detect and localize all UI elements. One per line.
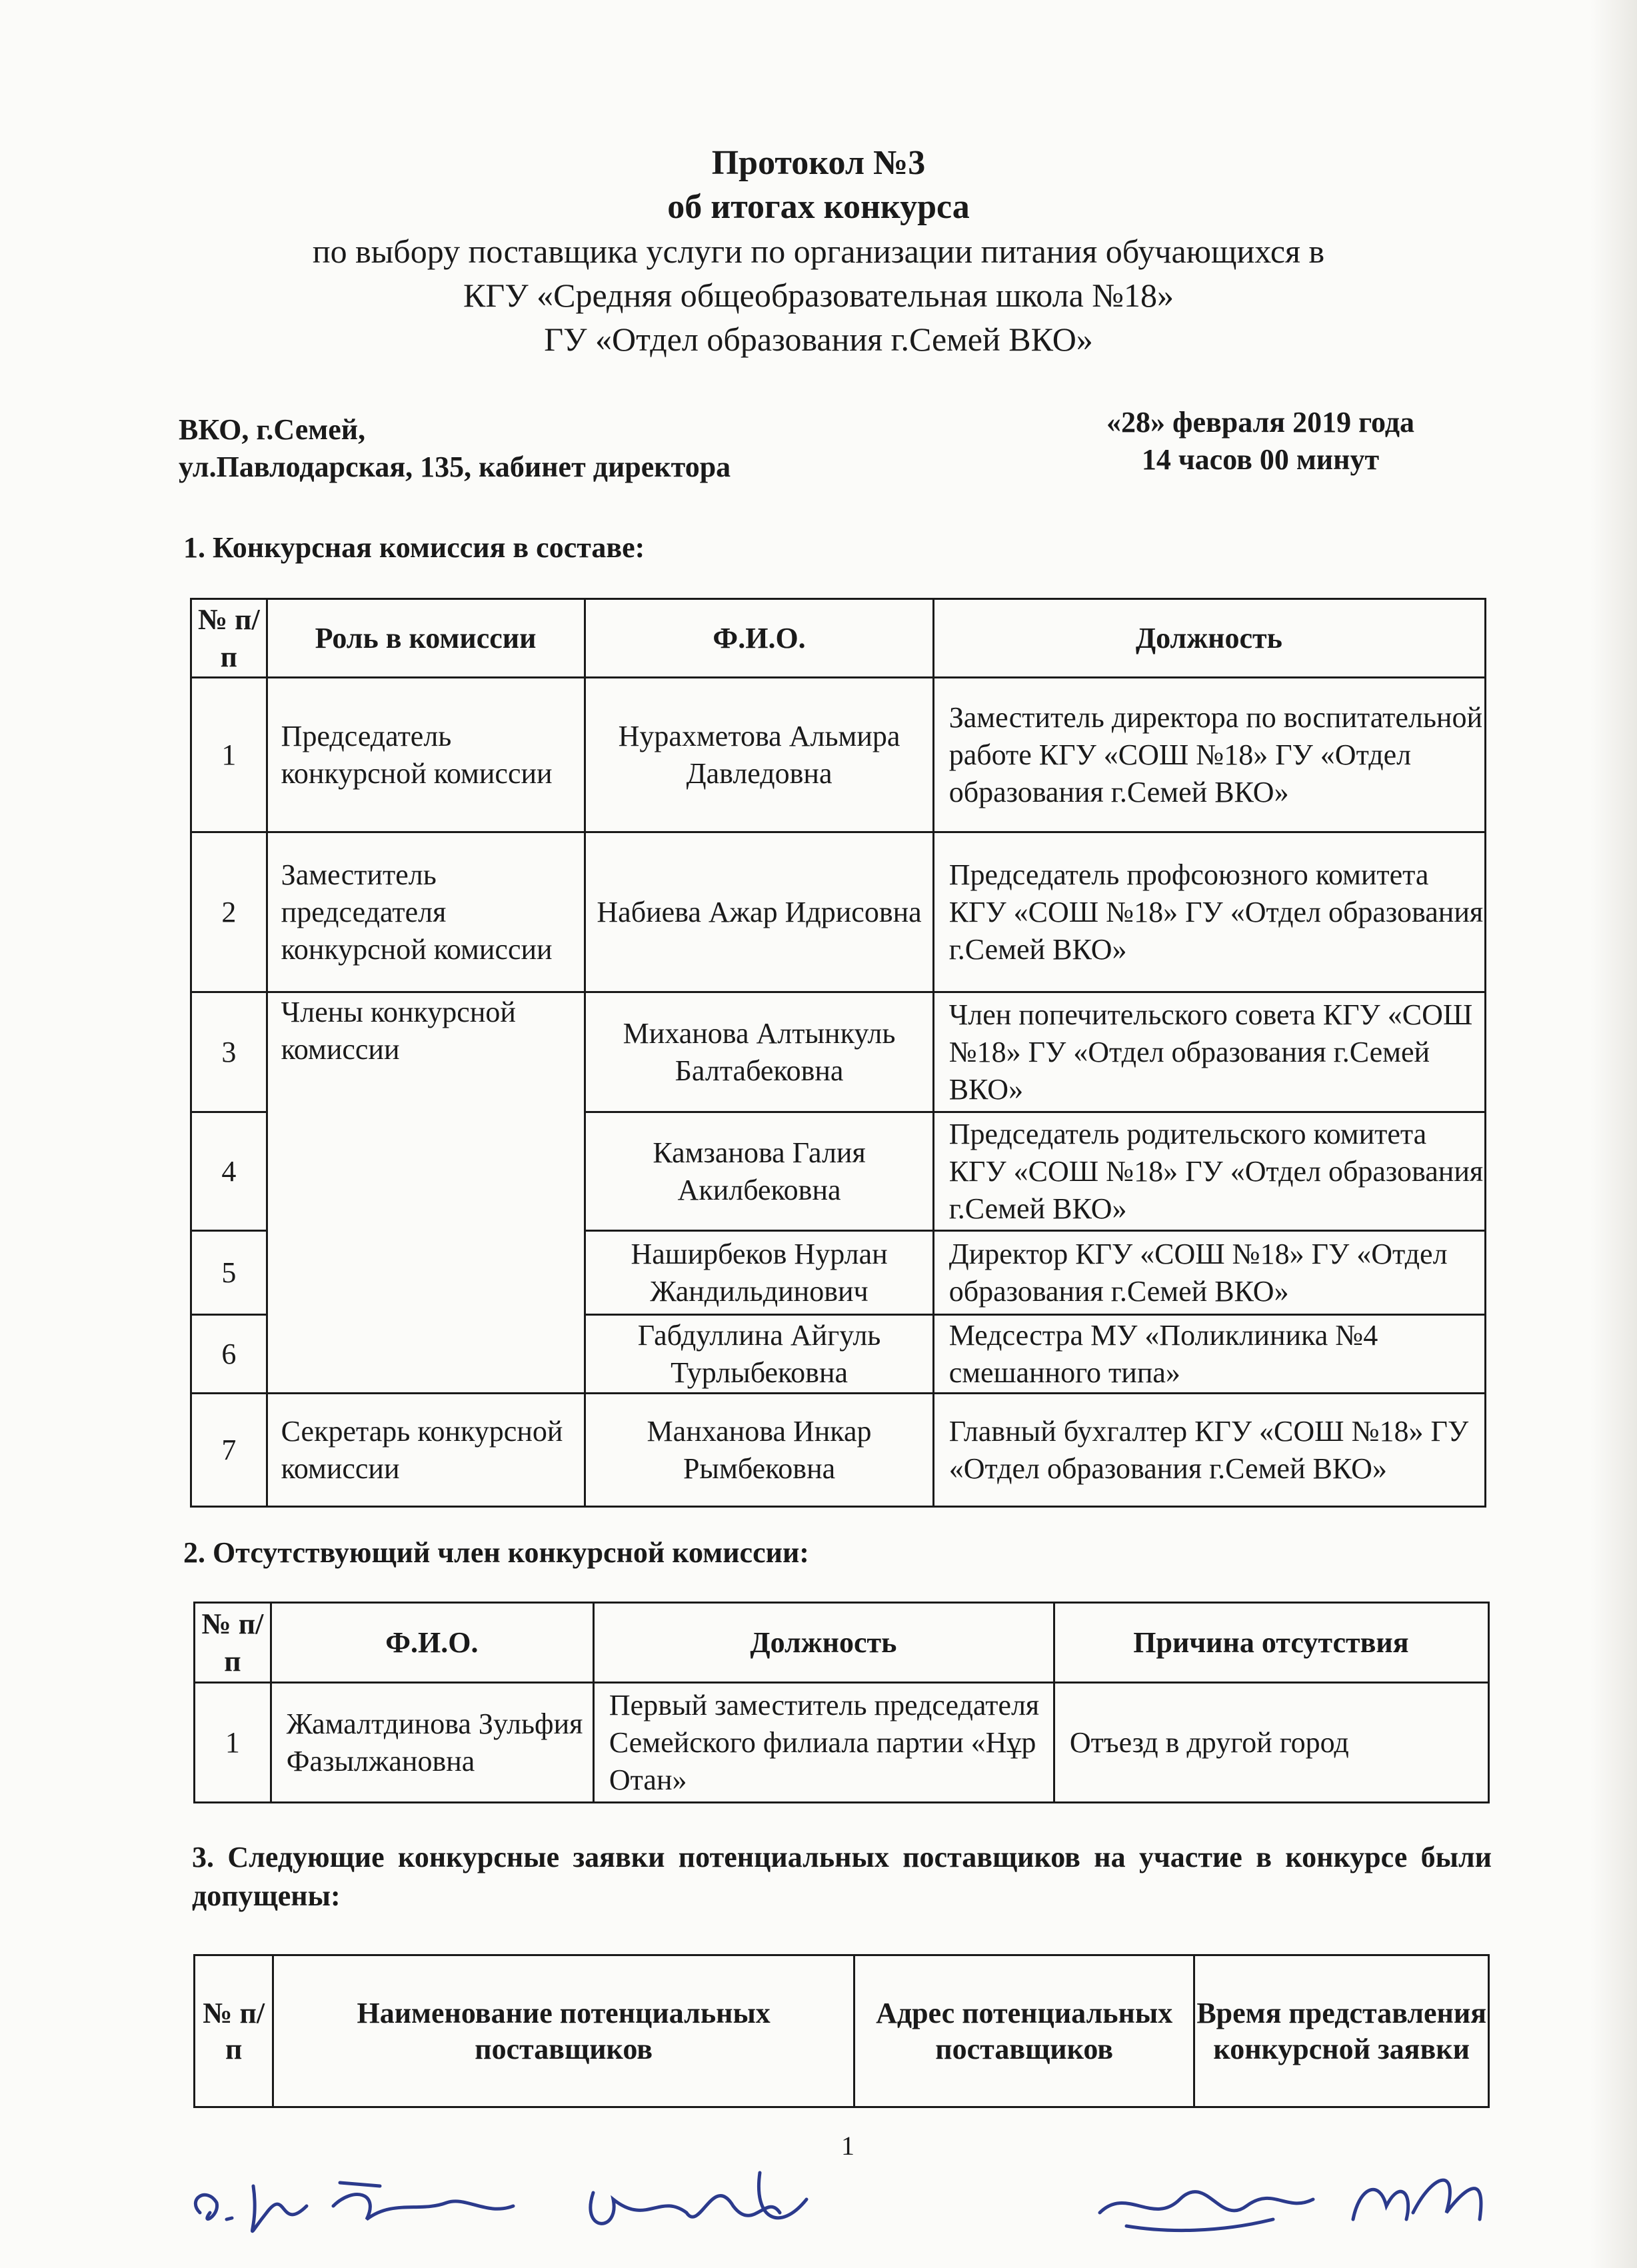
row-position: Главный бухгалтер КГУ «СОШ №18» ГУ «Отдел образования г.Семей ВКО» (933, 1394, 1485, 1507)
page-number: 1 (841, 2131, 854, 2161)
row-position: Директор КГУ «СОШ №18» ГУ «Отдел образования г.Семей ВКО» (933, 1231, 1485, 1315)
meeting-date: «28» февраля 2019 года (1106, 406, 1414, 439)
admitted-applications-table (193, 1954, 1490, 2108)
meeting-datetime (1106, 404, 1414, 479)
row-position: Председатель родительского комитета КГУ «СОШ №18» ГУ «Отдел образования г.Семей ВКО» (933, 1112, 1485, 1231)
table-row (191, 992, 1486, 1112)
commission-table (190, 598, 1486, 1508)
row-num: 1 (191, 678, 267, 832)
signature-4 (1100, 2192, 1313, 2231)
meeting-place (179, 411, 731, 486)
table-header-row (195, 1955, 1489, 2107)
signature-5 (1353, 2180, 1481, 2219)
table-row (195, 1683, 1489, 1803)
title-line-3: по выбору поставщика услуги по организации питания обучающихся в (312, 233, 1325, 270)
row-num: 2 (191, 832, 267, 992)
header-num: № п/п (195, 1955, 273, 2107)
title-line-1: Протокол №3 (711, 144, 926, 182)
table-header-row (195, 1603, 1489, 1683)
header-supplier-address: Адрес потенциальных поставщиков (854, 1955, 1194, 2107)
absent-member-table (193, 1602, 1490, 1803)
header-num: № п/п (195, 1603, 271, 1683)
title-line-4: КГУ «Средняя общеобразовательная школа №18» (463, 277, 1174, 314)
title-line-2: об итогах конкурса (667, 188, 970, 226)
table-row (191, 678, 1486, 832)
meeting-time: 14 часов 00 минут (1141, 443, 1380, 476)
table-row (191, 1394, 1486, 1507)
row-fio: Наширбеков Нурлан Жандильдинович (585, 1231, 933, 1315)
header-position: Должность (593, 1603, 1054, 1683)
row-fio: Набиева Ажар Идрисовна (585, 832, 933, 992)
row-reason: Отъезд в другой город (1054, 1683, 1488, 1803)
signatures-image (180, 2133, 1513, 2266)
header-supplier-name: Наименование потенциальных поставщиков (273, 1955, 854, 2107)
header-num: № п/п (191, 599, 267, 678)
signature-3 (591, 2173, 807, 2223)
place-line-2: ул.Павлодарская, 135, кабинет директора (179, 451, 731, 483)
header-position: Должность (933, 599, 1485, 678)
section-2-heading: 2. Отсутствующий член конкурсной комиссии: (183, 1536, 809, 1569)
title-line-5: ГУ «Отдел образования г.Семей ВКО» (544, 321, 1093, 358)
header-fio: Ф.И.О. (585, 599, 933, 678)
document-title (0, 141, 1637, 361)
row-position: Член попечительского совета КГУ «СОШ №18» ГУ «Отдел образования г.Семей ВКО» (933, 992, 1485, 1112)
table-row (191, 832, 1486, 992)
place-line-1: ВКО, г.Семей, (179, 413, 366, 446)
table-header-row (191, 599, 1486, 678)
row-position: Первый заместитель председателя Семейского филиала партии «Нұр Отан» (593, 1683, 1054, 1803)
row-role: Заместитель председателя конкурсной комиссии (267, 832, 585, 992)
row-fio: Нурахметова Альмира Давледовна (585, 678, 933, 832)
section-3-heading: 3. Следующие конкурсные заявки потенциальных поставщиков на участие в конкурсе были допущены: (192, 1841, 1492, 1912)
row-num: 1 (195, 1683, 271, 1803)
signature-1 (195, 2186, 307, 2231)
row-num: 6 (191, 1315, 267, 1394)
row-fio: Камзанова Галия Акилбековна (585, 1112, 933, 1231)
row-num: 4 (191, 1112, 267, 1231)
row-fio: Габдуллина Айгуль Турлыбековна (585, 1315, 933, 1394)
row-position: Председатель профсоюзного комитета КГУ «СОШ №18» ГУ «Отдел образования г.Семей ВКО» (933, 832, 1485, 992)
row-position: Медсестра МУ «Поликлиника №4 смешанного типа» (933, 1315, 1485, 1394)
row-num: 5 (191, 1231, 267, 1315)
row-fio: Манханова Инкар Рымбековна (585, 1394, 933, 1507)
row-role-members: Члены конкурсной комиссии (267, 992, 585, 1394)
header-fio: Ф.И.О. (271, 1603, 593, 1683)
row-fio: Миханова Алтынкуль Балтабековна (585, 992, 933, 1112)
signature-2 (333, 2183, 513, 2219)
row-position: Заместитель директора по воспитательной работе КГУ «СОШ №18» ГУ «Отдел образования г.Семей ВКО» (933, 678, 1485, 832)
row-role: Секретарь конкурсной комиссии (267, 1394, 585, 1507)
header-role: Роль в комиссии (267, 599, 585, 678)
row-num: 7 (191, 1394, 267, 1507)
section-1-heading: 1. Конкурсная комиссия в составе: (183, 531, 645, 564)
row-role: Председатель конкурсной комиссии (267, 678, 585, 832)
row-num: 3 (191, 992, 267, 1112)
header-reason: Причина отсутствия (1054, 1603, 1488, 1683)
row-fio: Жамалтдинова Зульфия Фазылжановна (271, 1683, 593, 1803)
header-submission-time: Время представления конкурсной заявки (1194, 1955, 1489, 2107)
